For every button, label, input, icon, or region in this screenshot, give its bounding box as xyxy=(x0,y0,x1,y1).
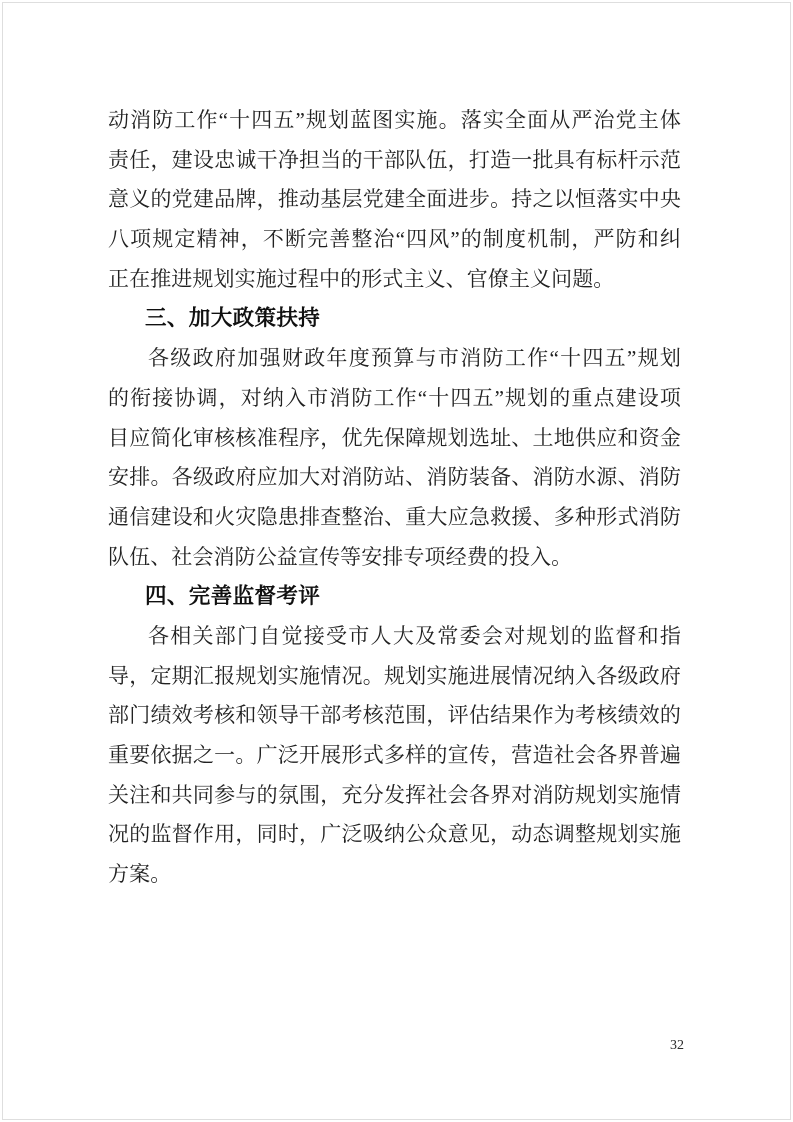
page-number: 32 xyxy=(670,1038,684,1053)
text-line: 导，定期汇报规划实施情况。规划实施进展情况纳入各级政府 xyxy=(108,663,681,688)
text-line: 关注和共同参与的氛围，充分发挥社会各界对消防规划实施情 xyxy=(108,782,681,807)
text-line: 意义的党建品牌，推动基层党建全面进步。持之以恒落实中央 xyxy=(108,187,681,212)
text-line: 责任，建设忠诚干净担当的干部队伍，打造一批具有标杆示范 xyxy=(108,147,681,172)
text-line: 部门绩效考核和领导干部考核范围，评估结果作为考核绩效的 xyxy=(108,703,681,728)
text-line: 目应简化审核核准程序，优先保障规划选址、土地供应和资金 xyxy=(108,425,681,450)
paragraph xyxy=(108,339,681,577)
text-line: 方案。 xyxy=(108,862,172,887)
text-line: 各相关部门自觉接受市人大及常委会对规划的监督和指 xyxy=(148,623,681,648)
paragraph-continued xyxy=(108,101,681,299)
text-line: 重要依据之一。广泛开展形式多样的宣传，营造社会各界普遍 xyxy=(108,743,681,767)
text-line: 安排。各级政府应加大对消防站、消防装备、消防水源、消防 xyxy=(108,465,681,490)
text-line: 队伍、社会消防公益宣传等安排专项经费的投入。 xyxy=(108,544,573,569)
text-line: 通信建设和火灾隐患排查整治、重大应急救援、多种形式消防 xyxy=(108,504,681,529)
text-line: 八项规定精神，不断完善整治“四风”的制度机制，严防和纠 xyxy=(108,227,681,252)
section-heading-4: 四、完善监督考评 xyxy=(145,584,321,609)
text-line: 况的监督作用，同时，广泛吸纳公众意见，动态调整规划实施 xyxy=(108,822,681,847)
document-body xyxy=(108,101,681,895)
text-line: 的衔接协调，对纳入市消防工作“十四五”规划的重点建设项 xyxy=(108,385,681,410)
text-line: 动消防工作“十四五”规划蓝图实施。落实全面从严治党主体 xyxy=(108,108,681,132)
text-line: 正在推进规划实施过程中的形式主义、官僚主义问题。 xyxy=(108,266,615,291)
section-heading-3: 三、加大政策扶持 xyxy=(145,306,321,331)
text-line: 各级政府加强财政年度预算与市消防工作“十四五”规划 xyxy=(148,346,681,371)
paragraph xyxy=(108,617,681,895)
